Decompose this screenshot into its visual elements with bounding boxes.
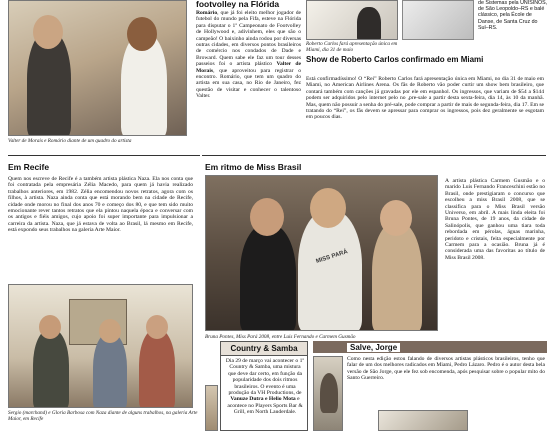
roberto-carlos-photo [306,0,398,40]
valter-name: Valter de Morais [196,61,301,74]
recife-headline: Em Recife [8,162,50,172]
recife-body: Quem nos escreve de Recife é a também artista plástica Naza. Ela nos conta que foi contratada pela empresária Zélia Macedo, para quem já havia realizado trabalhos anteriores, em 1982. Zélia encomendou novos retratos, agora com os filhos, à artista. Naza ainda conta que está morando bem na cidade de Recife, cidade onde morou no final dos anos 70 e começo dos 80, e que tem sido muito emocionante rever tantos retratos que ela pintou naquela época e conversar com os antigos e fiéis amigos, cujo apoio foi super importante para impulsionar a carreira da artista. Naza, que já estava de volta ao Brasil, lá mesmo em Recife, está expondo seus trabalhos na galeria Arte Maior. [8,176,193,234]
romario-body-part1: , que já foi eleito melhor jogador de futebol do mundo pela Fifa, esteve na Flórida para disputar o 1º Campeonato de Footvolley de Hollywood e, adivinhem, eles que são o campeão! O baixinho ainda rodou por diversas outras cidades, em diversos pontos brasileiros de comércio nos condados de Dade e Broward. Quem sabe ele faz um tour desses passeios foi o artista plástico [196,10,301,68]
miss-brasil-photo [205,175,438,331]
top-right-text: de Sistemas pela UNISINOS, de São Leopoldo–RS e balé clássico, pela École de Danse, de Santa Cruz do Sul–RS. [478,0,548,31]
roberto-carlos-caption: Roberto Carlos fará apresentação única em Miami, dia 31 de maio [306,41,398,53]
country-samba-headline: Country & Samba [221,342,307,356]
romario-valter-photo [8,0,187,136]
country-samba-names: Vanuze Dutra e Helio Mota [230,396,296,403]
romario-photo-caption: Valter de Morais e Romário diante de um quadro do artista [8,138,132,144]
roberto-carlos-body: Está confirmadíssimo! O “Rei” Roberto Carlos fará apresentação única em Miami, no dia 31 de maio em Miami, no American Airlines Arena. Os fãs de Roberto vão poder curtir um show bem brasileiro, que contará também com canções já gravadas por ele em espanhol. Os ingressos, que variam de $54 a $144 podem ser adquiridos pelo internet pelo no ,pre-sale a partir desta sexta-feira, dia 14, às 10 da manhã. Mas, quem não possuir a senha do pré-sale, pode comprar a partir de mais de segunda-feira, dia 17. Em se tratando do “Rei”, os fãs devem se apressar para comprar os ingressos, pois dez geralmente se esgotam em poucos dias. [306,76,544,121]
salve-jorge-painting [378,410,468,431]
section-divider [8,155,200,156]
miss-brasil-body: A artista plástica Carmem Gusmão e o marido Luis Fernando Franceschini estão no Brasil, onde prestigiaram o concurso que escolheu a miss Brasil 2008, que se classifica para o Miss Brasil versão Universo, em abril. A mais linda eleita foi Bruna Pontes, de 19 anos, da cidade de Salinópolis, que ganhou uma tiara toda rebordada em pérolas, águas marinha, peridoto e cristais, feita especialmente por Carmem para a ocasião. Bruna já é considerada uma das favoritas ao título de Miss Brasil 2008. [445,178,545,261]
section-divider-right [202,155,546,156]
salve-jorge-headline: Salve, Jorge [347,343,400,352]
country-samba-body [225,358,305,416]
romario-article-body [196,10,301,100]
roberto-carlos-headline: Show de Roberto Carlos confirmado em Miami [306,55,484,64]
naza-photo-caption: Sergio (marchand) e Gloria Barbosa com Naza diante de alguns trabalhos, na galeria Arte Maior, em Recife [8,410,198,422]
top-right-photo [402,0,474,40]
miss-brasil-caption: Bruna Pontes, Miss Pará 2008, entre Luis Fernando e Carmem Gusmão [205,334,356,340]
salve-jorge-body: Como nesta edição estou falando de diversos artistas plásticos brasileiros, tenho que falar de um dos melhores radicados em Miami, Pedro Lázaro. Pedro é o autor desta bela versão de São Jorge, que ele fez sob encomenda, após pesquisar sobre o popular mito do Santo Guerreiro. [347,356,545,382]
country-samba-body-a: Dia 29 de março vai acontecer o 1º Country & Samba, uma mistura que deve dar certo, em função da popularidade dos dois ritmos brasileiros. O evento é uma produção da VH Productions, de [225,358,305,397]
country-samba-box [220,341,308,431]
romario-body-part2: , que aproveitou para registrar o encontro. Romário, que tem um quadro do artista em sua casa, no Rio de Janeiro, fez questão de visitar e conhecer o talentoso Valter. [196,67,301,100]
romario-lead-name: Romário [196,10,218,16]
miss-sash: MISS PARÁ [315,249,349,265]
naza-gallery-photo [8,284,193,408]
salve-jorge-artwork [313,356,343,431]
country-samba-body-b: e acontece no Players Sports Bar & Grill, em North Lauderdale. [227,396,303,416]
romario-headline: footvolley na Flórida [196,0,280,9]
country-samba-logo [205,385,218,431]
miss-brasil-headline: Em ritmo de Miss Brasil [205,162,302,172]
